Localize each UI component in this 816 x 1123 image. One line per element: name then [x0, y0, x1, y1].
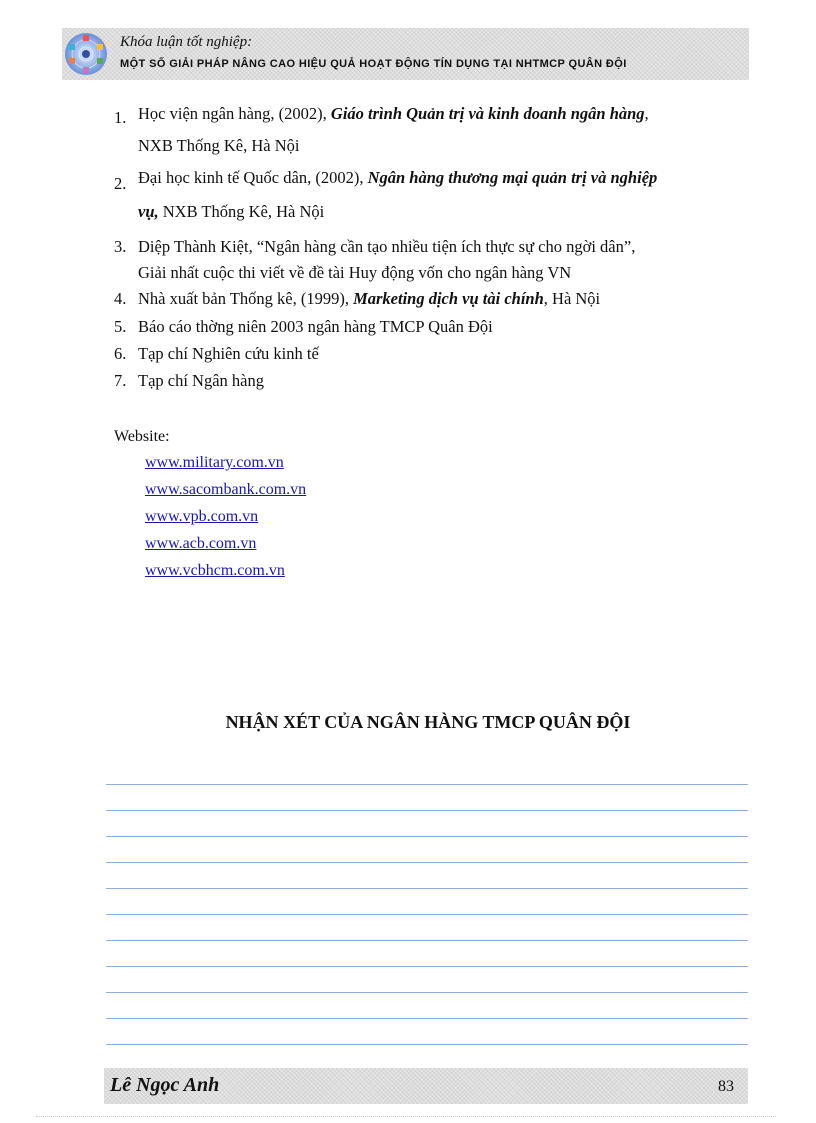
website-link[interactable]: www.vpb.com.vn	[145, 508, 259, 525]
comment-line	[106, 836, 748, 837]
reference-text: Tạp chí Nghiên cứu kinh tế	[138, 344, 319, 363]
reference-text-line2: NXB Thống Kê, Hà Nội	[138, 136, 300, 155]
comment-section-title: NHẬN XÉT CỦA NGÂN HÀNG TMCP QUÂN ĐỘI	[225, 712, 631, 732]
comment-line	[106, 966, 748, 967]
website-link[interactable]: www.vcbhcm.com.vn	[145, 562, 285, 579]
reference-text: Diệp Thành Kiệt, “Ngân hàng cần tạo nhiều tiện ích thực sự cho ngời dân”,	[138, 237, 636, 256]
header-subtitle: Khóa luận tốt nghiệp:	[120, 34, 253, 50]
reference-text: Nhà xuất bản Thống kê, (1999), Marketing dịch vụ tài chính, Hà Nội	[138, 289, 601, 308]
page-header	[62, 28, 749, 80]
comment-line	[106, 1018, 748, 1019]
globe-logo-icon	[64, 32, 108, 76]
bottom-divider	[36, 1116, 776, 1117]
reference-number: 5.	[114, 317, 127, 336]
header-title: MỘT SỐ GIẢI PHÁP NÂNG CAO HIỆU QUẢ HOẠT ĐỘNG TÍN DỤNG TẠI NHTMCP QUÂN ĐỘI	[120, 58, 627, 70]
comment-line	[106, 888, 748, 889]
reference-text: Tạp chí Ngân hàng	[138, 371, 264, 390]
website-link[interactable]: www.military.com.vn	[145, 454, 284, 471]
reference-number: 1.	[114, 108, 127, 127]
comment-line	[106, 914, 748, 915]
reference-text: Học viện ngân hàng, (2002), Giáo trình Quản trị và kinh doanh ngân hàng,	[138, 104, 649, 123]
comment-line	[106, 862, 748, 863]
website-label: Website:	[114, 428, 170, 445]
reference-text-line2: vụ, NXB Thống Kê, Hà Nội	[138, 202, 325, 221]
comment-line	[106, 1044, 748, 1045]
reference-text-line2: Giải nhất cuộc thi viết về đề tài Huy động vốn cho ngân hàng VN	[138, 263, 572, 282]
page-footer	[104, 1068, 748, 1104]
author-name: Lê Ngọc Anh	[110, 1074, 220, 1096]
reference-text: Đại học kinh tế Quốc dân, (2002), Ngân hàng thương mại quản trị và nghiệp	[138, 168, 658, 187]
website-link[interactable]: www.acb.com.vn	[145, 535, 257, 552]
page-number: 83	[718, 1078, 734, 1095]
reference-number: 2.	[114, 174, 127, 193]
comment-line	[106, 940, 748, 941]
comment-line	[106, 810, 748, 811]
website-link[interactable]: www.sacombank.com.vn	[145, 481, 307, 498]
comment-line	[106, 992, 748, 993]
reference-text: Báo cáo thờng niên 2003 ngân hàng TMCP Quân Đội	[138, 317, 493, 336]
reference-number: 4.	[114, 289, 127, 308]
reference-number: 6.	[114, 344, 127, 363]
reference-number: 3.	[114, 237, 127, 256]
reference-number: 7.	[114, 371, 127, 390]
comment-line	[106, 784, 748, 785]
